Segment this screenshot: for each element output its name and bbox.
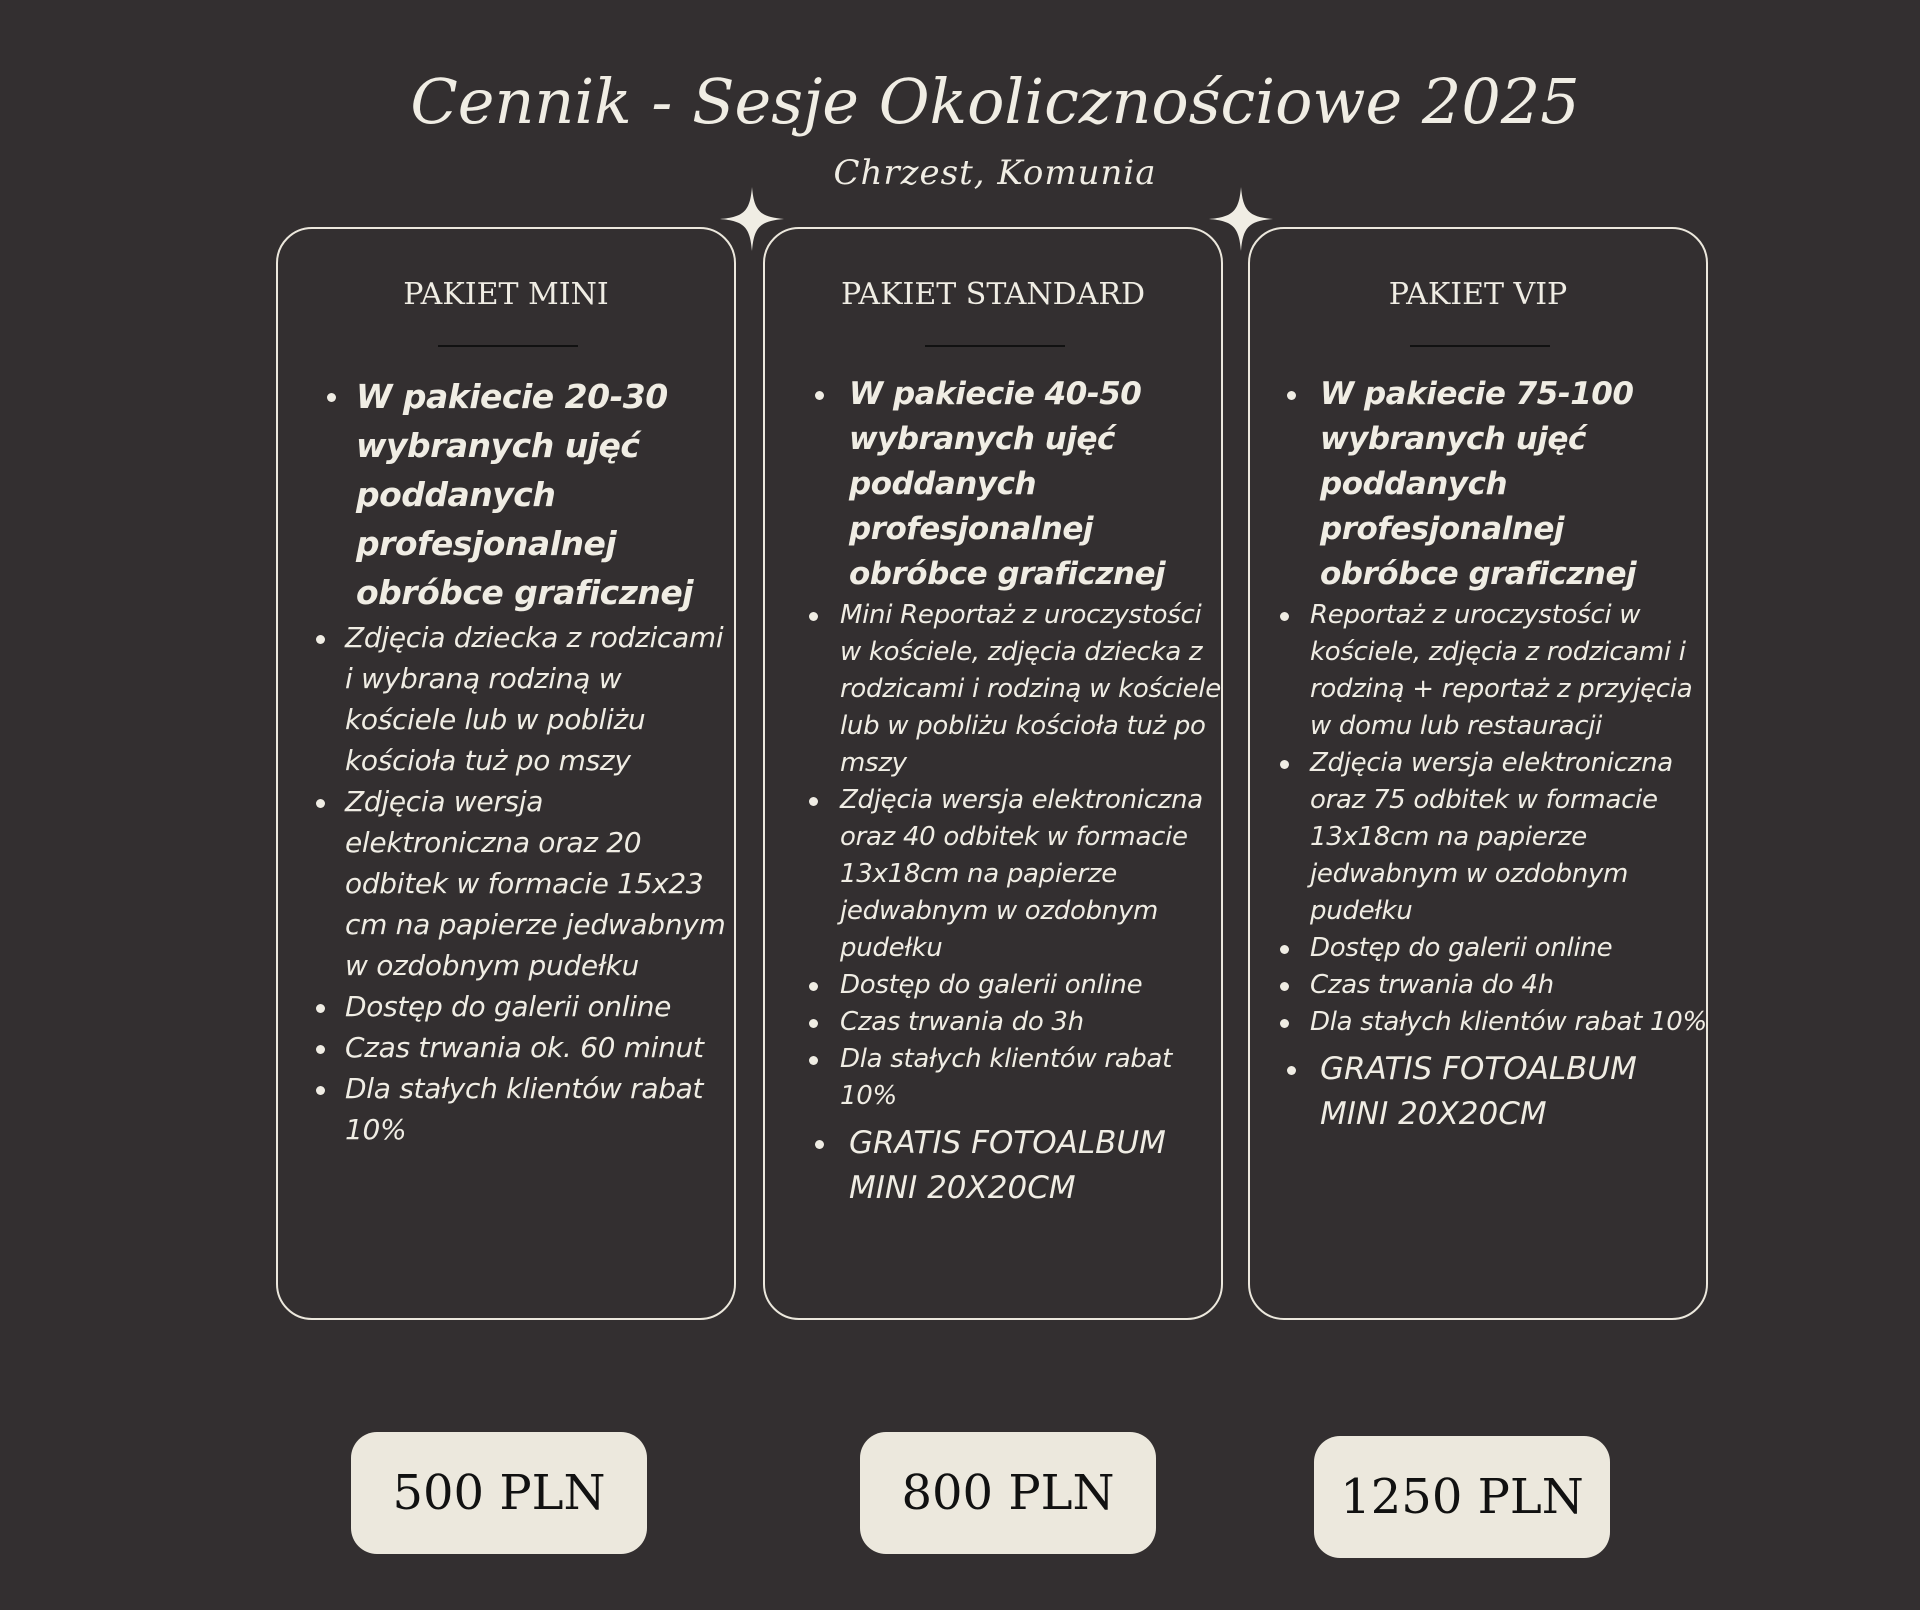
page-title: Cennik - Sesje Okolicznościowe 2025 — [410, 65, 1580, 138]
bullet-icon — [316, 1086, 325, 1095]
list-item: W pakiecie 40-50 wybranych ujęć poddanych profesjonalnej obróbce graficznej — [849, 372, 1225, 597]
list-item: Dostęp do galerii online — [345, 986, 736, 1027]
list-item: Dostęp do galerii online — [840, 967, 1225, 1004]
bullet-icon — [1280, 1019, 1289, 1028]
list-item: W pakiecie 75-100 wybranych ujęć poddanych profesjonalnej obróbce graficznej — [1320, 372, 1710, 597]
list-item: GRATIS FOTOALBUM MINI 20X20CM — [1320, 1047, 1710, 1137]
bullet-icon — [1287, 1066, 1296, 1075]
bullet-icon — [1280, 945, 1289, 954]
list-item: Dostęp do galerii online — [1310, 930, 1710, 967]
list-item: Czas trwania do 4h — [1310, 967, 1710, 1004]
package-feature-list — [345, 372, 736, 1150]
list-item: Czas trwania ok. 60 minut — [345, 1027, 736, 1068]
package-card-vip — [1248, 227, 1708, 1320]
bullet-icon — [809, 982, 818, 991]
list-item: Zdjęcia wersja elektroniczna oraz 40 odbitek w formacie 13x18cm na papierze jedwabnym w ozdobnym pudełku — [840, 782, 1225, 967]
bullet-icon — [809, 1019, 818, 1028]
price-badge-standard: 800 PLN — [860, 1432, 1156, 1554]
list-item: Zdjęcia dziecka z rodzicami i wybraną rodziną w kościele lub w pobliżu kościoła tuż po mszy — [345, 617, 736, 781]
package-feature-list — [1310, 372, 1710, 1137]
bullet-icon — [1280, 612, 1289, 621]
list-item: Reportaż z uroczystości w kościele, zdjęcia z rodzicami i rodziną + reportaż z przyjęcia w domu lub restauracji — [1310, 597, 1710, 745]
bullet-icon — [815, 1140, 824, 1149]
price-badge-vip: 1250 PLN — [1314, 1436, 1610, 1558]
bullet-icon — [316, 1004, 325, 1013]
bullet-icon — [809, 797, 818, 806]
package-title: PAKIET MINI — [403, 277, 609, 312]
title-divider — [1410, 345, 1550, 347]
package-card-standard — [763, 227, 1223, 1320]
title-divider — [438, 345, 578, 347]
list-item: Zdjęcia wersja elektroniczna oraz 20 odbitek w formacie 15x23 cm na papierze jedwabnym w ozdobnym pudełku — [345, 781, 736, 986]
list-item: Dla stałych klientów rabat 10% — [840, 1041, 1225, 1115]
bullet-icon — [316, 1045, 325, 1054]
package-feature-list — [840, 372, 1225, 1211]
list-item: Czas trwania do 3h — [840, 1004, 1225, 1041]
bullet-icon — [1280, 760, 1289, 769]
list-item: Mini Reportaż z uroczystości w kościele, zdjęcia dziecka z rodzicami i rodziną w kościele lub w pobliżu kościoła tuż po mszy — [840, 597, 1225, 782]
bullet-icon — [316, 799, 325, 808]
price-badge-mini: 500 PLN — [351, 1432, 647, 1554]
bullet-icon — [1280, 982, 1289, 991]
list-item: Dla stałych klientów rabat 10% — [1310, 1004, 1710, 1041]
bullet-icon — [809, 612, 818, 621]
bullet-icon — [809, 1056, 818, 1065]
page-subtitle: Chrzest, Komunia — [833, 153, 1157, 193]
list-item: W pakiecie 20-30 wybranych ujęć poddanych profesjonalnej obróbce graficznej — [356, 372, 736, 617]
bullet-icon — [316, 635, 325, 644]
package-title: PAKIET VIP — [1388, 277, 1568, 312]
package-card-mini — [276, 227, 736, 1320]
list-item: Zdjęcia wersja elektroniczna oraz 75 odbitek w formacie 13x18cm na papierze jedwabnym w ozdobnym pudełku — [1310, 745, 1710, 930]
bullet-icon — [1287, 391, 1296, 400]
bullet-icon — [327, 393, 336, 402]
bullet-icon — [815, 391, 824, 400]
list-item: Dla stałych klientów rabat 10% — [345, 1068, 736, 1150]
list-item: GRATIS FOTOALBUM MINI 20X20CM — [849, 1121, 1225, 1211]
title-divider — [925, 345, 1065, 347]
package-title: PAKIET STANDARD — [841, 277, 1145, 312]
